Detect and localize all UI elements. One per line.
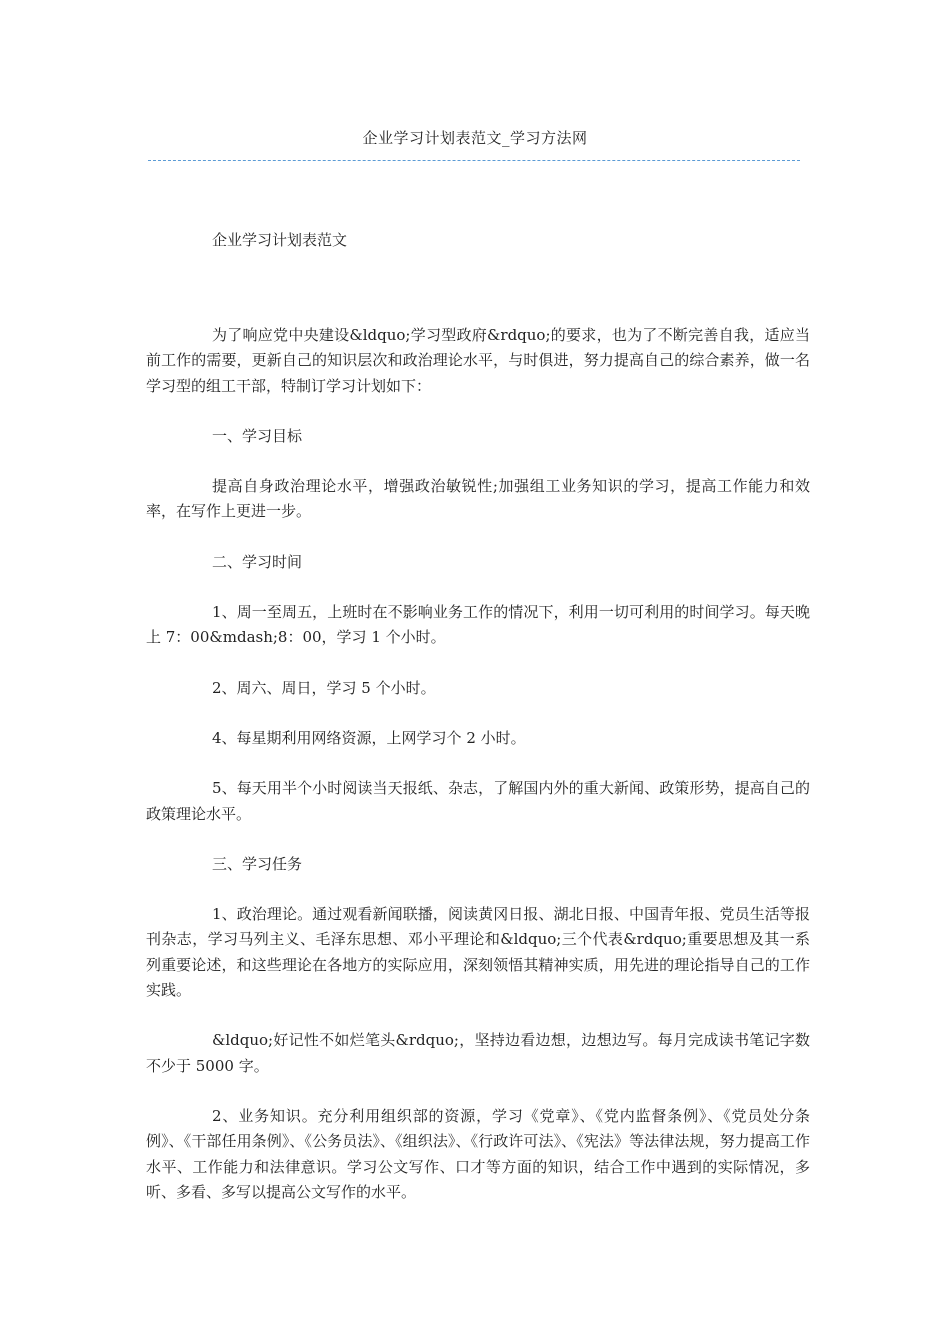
paragraph-time-weekend: 2、周六、周日，学习 5 个小时。: [212, 678, 436, 697]
document-heading: 企业学习计划表范文: [212, 231, 348, 249]
header-divider: [148, 160, 800, 161]
paragraph-time-weekdays: 1、周一至周五，上班时在不影响业务工作的情况下，利用一切可利用的时间学习。每天晚上 7：00&mdash;8：00，学习 1 个小时。: [146, 603, 810, 647]
paragraph-tasks-business: 2、业务知识。充分利用组织部的资源，学习《党章》、《党内监督条例》、《党员处分条例》、《干部任用条例》、《公务员法》、《组织法》、《行政许可法》、《宪法》等法律法规，努力提高工作水平、工作能力和法律意识。学习公文写作、口才等方面的知识，结合工作中遇到的实际情况，多听、多看、多写以提高公文写作的水平。: [146, 1106, 810, 1201]
paragraph-time-reading: 5、每天用半个小时阅读当天报纸、杂志，了解国内外的重大新闻、政策形势，提高自己的政策理论水平。: [146, 779, 810, 823]
paragraph-goals: 提高自身政治理论水平，增强政治敏锐性;加强组工业务知识的学习，提高工作能力和效率，在写作上更进一步。: [146, 477, 810, 521]
page-header-title: 企业学习计划表范文_学习方法网: [362, 129, 588, 147]
paragraph-time-online: 4、每星期利用网络资源，上网学习个 2 小时。: [212, 728, 526, 747]
section-heading-time: 二、学习时间: [212, 552, 303, 571]
paragraph-intro: 为了响应党中央建设&ldquo;学习型政府&rdquo;的要求，也为了不断完善自我，适应当前工作的需要，更新自己的知识层次和政治理论水平，与时俱进，努力提高自己的综合素养，做一名学习型的组工干部，特制订学习计划如下：: [146, 326, 810, 395]
section-heading-goals: 一、学习目标: [212, 426, 303, 445]
document-body: [146, 323, 810, 1230]
section-heading-tasks: 三、学习任务: [212, 854, 303, 873]
paragraph-tasks-notes: &ldquo;好记性不如烂笔头&rdquo;，坚持边看边想，边想边写。每月完成读书笔记字数不少于 5000 字。: [146, 1031, 810, 1075]
paragraph-tasks-politics: 1、政治理论。通过观看新闻联播，阅读黄冈日报、湖北日报、中国青年报、党员生活等报刊杂志，学习马列主义、毛泽东思想、邓小平理论和&ldquo;三个代表&rdquo;重要思想及其一系列重要论述，和这些理论在各地方的实际应用，深刻领悟其精神实质，用先进的理论指导自己的工作实践。: [146, 905, 810, 1000]
